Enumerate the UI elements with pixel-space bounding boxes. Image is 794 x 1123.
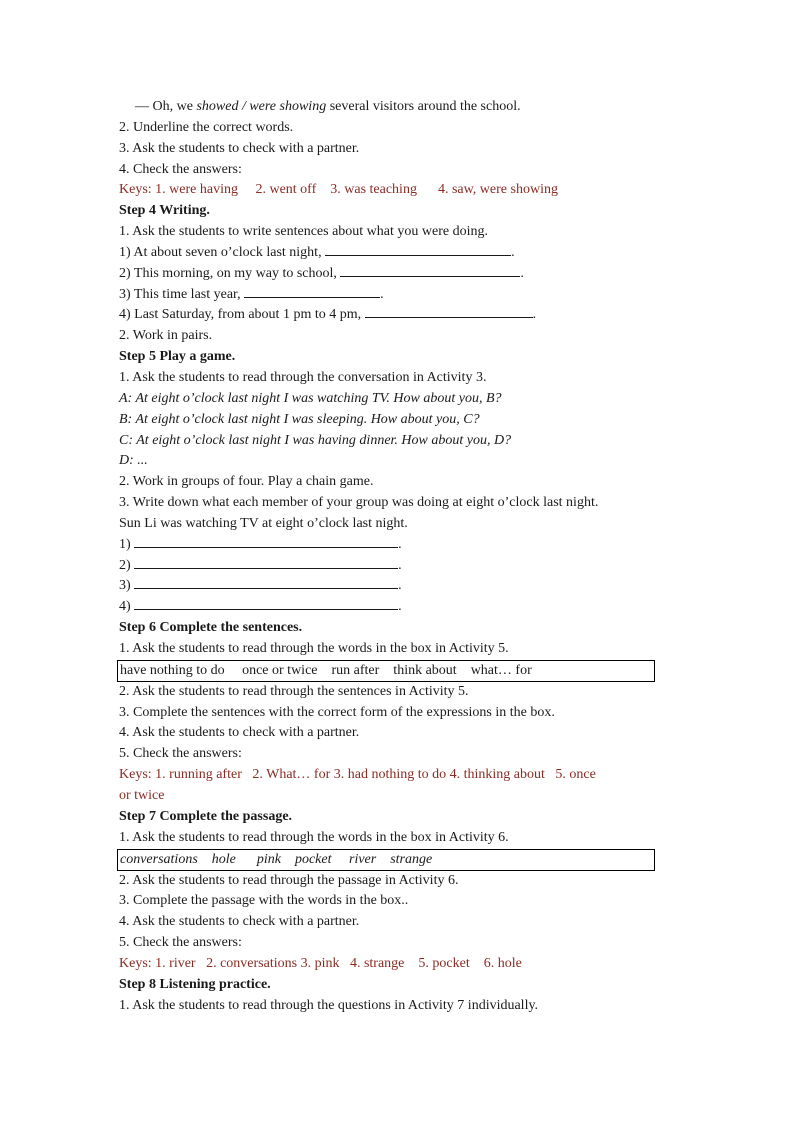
blank-number: 2) [119, 557, 135, 573]
dialogue-line [119, 97, 679, 118]
answer-keys-cont: or twice [119, 788, 165, 803]
answer-blank[interactable] [134, 556, 398, 569]
conversation-line: B: At eight o’clock last night I was sleeping. How about you, C? [119, 411, 480, 427]
blank-number: 4) [119, 599, 135, 615]
step-heading: Step 7 Complete the passage. [119, 808, 293, 824]
instruction-line: 1. Ask the students to read through the questions in Activity 7 individually. [119, 997, 539, 1013]
instruction-line: 3. Ask the students to check with a partner. [119, 140, 360, 156]
answer-blank[interactable] [134, 535, 398, 548]
instruction-line: 2. Ask the students to read through the sentences in Activity 5. [119, 683, 469, 699]
dialogue-text-end: several visitors around the school. [326, 99, 521, 114]
writing-prompt: 1) At about seven o’clock last night, . [119, 244, 515, 260]
instruction-line: 1. Ask the students to read through the words in the box in Activity 5. [119, 640, 509, 656]
step-heading: Step 8 Listening practice. [119, 976, 271, 992]
word-box: conversations hole pink pocket river strange [117, 849, 655, 871]
step-heading: Step 4 Writing. [119, 203, 210, 219]
instruction-line: 1. Ask the students to write sentences about what you were doing. [119, 224, 488, 240]
numbered-blank: 1) . [119, 536, 402, 552]
answer-blank[interactable] [365, 305, 533, 318]
instruction-line: 4. Check the answers: [119, 161, 242, 177]
instruction-line: 3. Complete the passage with the words in the box.. [119, 893, 409, 909]
prompt-text: 1) At about seven o’clock last night, [119, 244, 326, 260]
word-box: have nothing to do once or twice run after think about what… for [117, 660, 655, 682]
answer-keys: Keys: 1. were having 2. went off 3. was teaching 4. saw, were showing [119, 182, 558, 198]
instruction-line: 3. Write down what each member of your group was doing at eight o’clock last night. [119, 495, 599, 511]
worksheet-content [119, 97, 679, 1016]
prompt-text: 4) Last Saturday, from about 1 pm to 4 pm, [119, 307, 365, 323]
conversation-line: A: At eight o’clock last night I was watching TV. How about you, B? [119, 390, 502, 406]
answer-blank[interactable] [340, 264, 520, 277]
instruction-line: 1. Ask the students to read through the conversation in Activity 3. [119, 369, 487, 385]
blank-number: 3) [119, 578, 135, 594]
prompt-text: 2) This morning, on my way to school, [119, 265, 341, 281]
answer-blank[interactable] [244, 285, 380, 298]
numbered-blank: 4) . [119, 599, 402, 615]
answer-blank[interactable] [134, 597, 398, 610]
dialogue-text: — Oh, we [135, 99, 197, 114]
answer-keys: Keys: 1. river 2. conversations 3. pink 4. strange 5. pocket 6. hole [119, 955, 522, 971]
dialogue-choice: showed / were showing [196, 99, 327, 114]
instruction-line: 1. Ask the students to read through the words in the box in Activity 6. [119, 829, 509, 845]
writing-prompt: 4) Last Saturday, from about 1 pm to 4 pm, . [119, 307, 537, 323]
instruction-line: 2. Ask the students to read through the passage in Activity 6. [119, 872, 459, 888]
answer-blank[interactable] [325, 243, 511, 256]
prompt-text: 3) This time last year, [119, 286, 245, 302]
instruction-line: 2. Underline the correct words. [119, 119, 294, 135]
writing-prompt: 2) This morning, on my way to school, . [119, 265, 524, 281]
instruction-line: 4. Ask the students to check with a partner. [119, 914, 360, 930]
answer-blank[interactable] [134, 576, 398, 589]
numbered-blank: 3) . [119, 578, 402, 594]
conversation-line: C: At eight o’clock last night I was having dinner. How about you, D? [119, 432, 512, 448]
answer-keys: Keys: 1. running after 2. What… for 3. had nothing to do 4. thinking about 5. once [119, 767, 596, 783]
step-heading: Step 6 Complete the sentences. [119, 620, 303, 636]
writing-prompt: 3) This time last year, . [119, 286, 384, 302]
step-heading: Step 5 Play a game. [119, 349, 236, 365]
conversation-line: D: ... [119, 453, 148, 469]
instruction-line: 2. Work in pairs. [119, 328, 213, 344]
blank-number: 1) [119, 536, 135, 552]
instruction-line: 3. Complete the sentences with the correct form of the expressions in the box. [119, 704, 555, 720]
instruction-line: 4. Ask the students to check with a partner. [119, 725, 360, 741]
instruction-line: 2. Work in groups of four. Play a chain game. [119, 474, 374, 490]
instruction-line: 5. Check the answers: [119, 935, 242, 951]
example-sentence: Sun Li was watching TV at eight o’clock last night. [119, 515, 408, 531]
numbered-blank: 2) . [119, 557, 402, 573]
instruction-line: 5. Check the answers: [119, 746, 242, 762]
